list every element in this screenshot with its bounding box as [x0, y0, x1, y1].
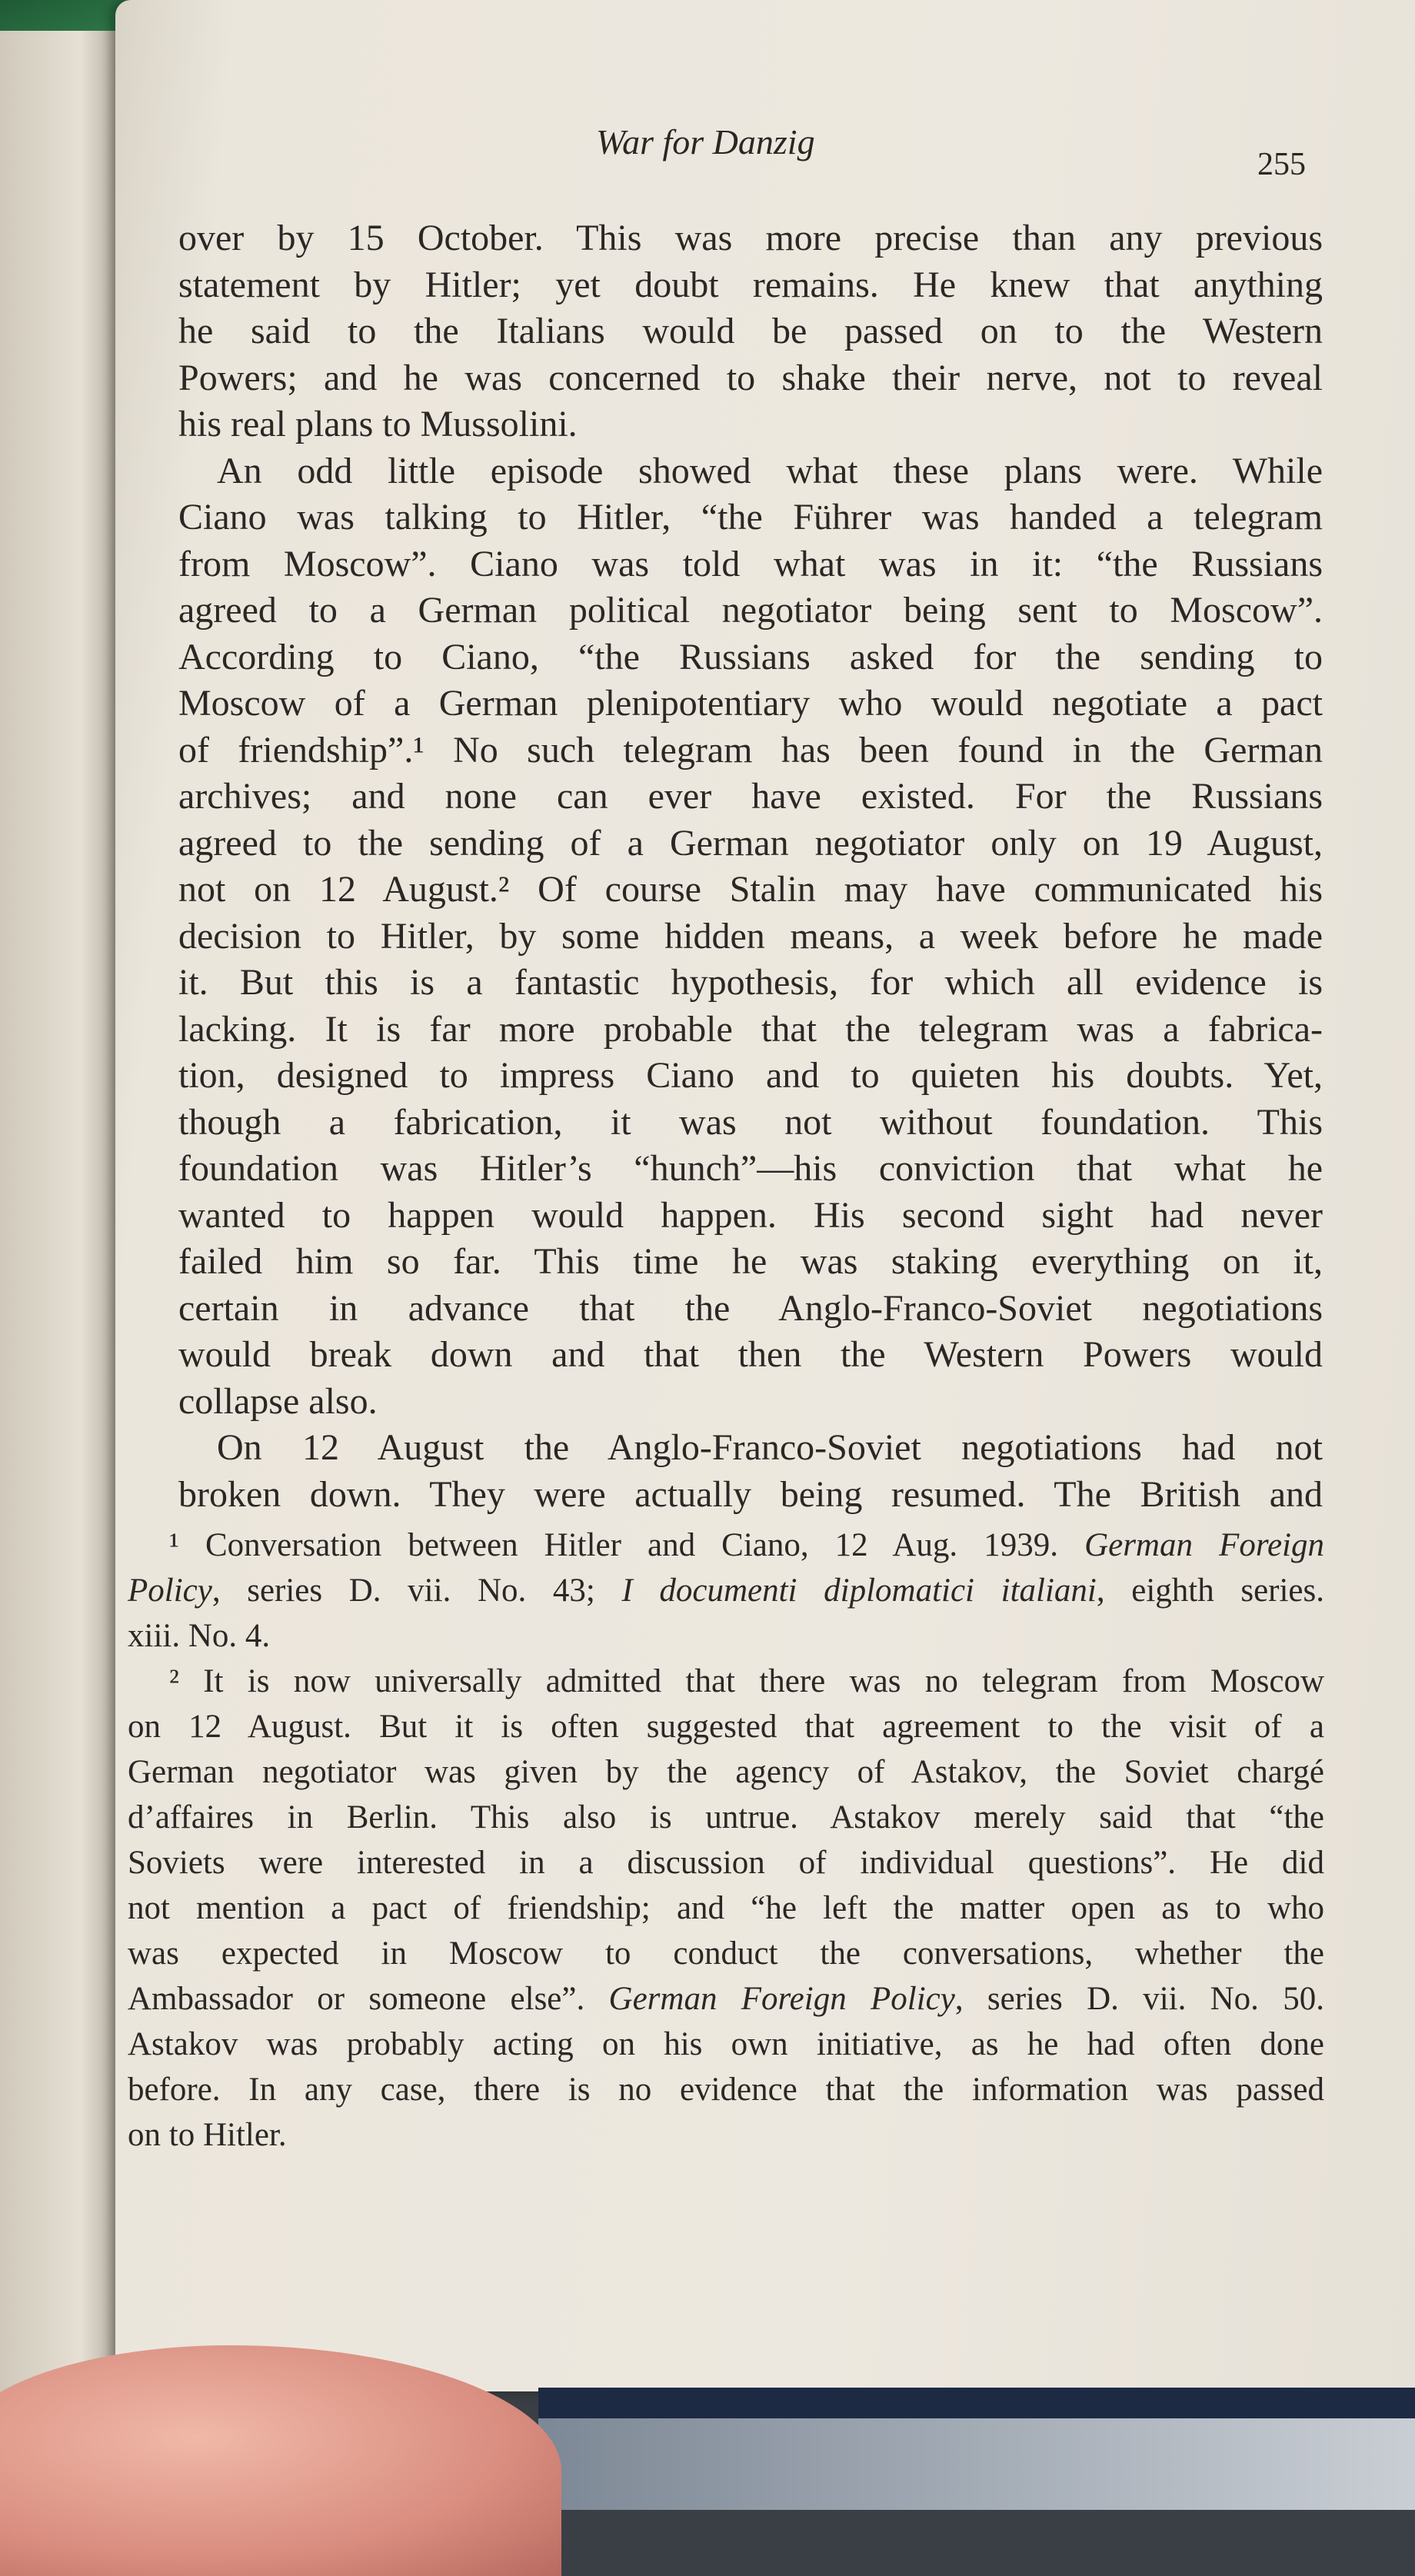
footnote-line — [128, 1799, 1324, 1837]
body-line: failed him so far. This time he was staking everything on it, — [178, 1241, 1323, 1282]
footnote-text: , eighth series. — [1096, 1573, 1324, 1609]
footnote-text: on 12 August. But it is often suggested that agreement to the visit of a — [128, 1709, 1324, 1745]
body-line: agreed to the sending of a German negotiator only on 19 August, — [178, 822, 1323, 864]
italic-citation: German Foreign Policy — [608, 1981, 955, 2017]
footnote-text: xiii. No. 4. — [128, 1618, 271, 1654]
footnote-line — [128, 2116, 1324, 2155]
book-cover-edge — [538, 2388, 1415, 2418]
body-line: would break down and that then the Western Powers would — [178, 1334, 1323, 1375]
footnote-line — [128, 1844, 1324, 1882]
footnote-text: German negotiator was given by the agency of Astakov, the Soviet chargé — [128, 1754, 1324, 1790]
footnote-line — [128, 1662, 1324, 1701]
italic-citation: German Foreign — [1084, 1527, 1324, 1563]
body-line: from Moscow”. Ciano was told what was in it: “the Russians — [178, 543, 1323, 584]
body-line: though a fabrication, it was not without foundation. This — [178, 1101, 1323, 1143]
footnote-line — [128, 1889, 1324, 1928]
body-line: foundation was Hitler’s “hunch”—his conviction that what he — [178, 1148, 1323, 1189]
footnote-line — [128, 1572, 1324, 1610]
body-line: lacking. It is far more probable that the telegram was a fabrica- — [178, 1008, 1323, 1050]
body-line: broken down. They were actually being resumed. The British and — [178, 1473, 1323, 1515]
italic-citation: Policy — [128, 1573, 212, 1609]
body-line: Moscow of a German plenipotentiary who would negotiate a pact — [178, 683, 1323, 724]
body-line: certain in advance that the Anglo-Franco-Soviet negotiations — [178, 1287, 1323, 1329]
body-line: his real plans to Mussolini. — [178, 404, 578, 444]
background-surface — [538, 2418, 1415, 2510]
footnote-text: on to Hitler. — [128, 2117, 287, 2153]
footnote-line — [128, 1980, 1324, 2019]
footnote-text: Ambassador or someone else”. — [128, 1981, 609, 2017]
footnote-line — [128, 1935, 1324, 1973]
body-line: According to Ciano, “the Russians asked for the sending to — [178, 636, 1323, 677]
footnote-line — [128, 2025, 1324, 2064]
footnote-line — [128, 1753, 1324, 1792]
body-line: tion, designed to impress Ciano and to quieten his doubts. Yet, — [178, 1055, 1323, 1096]
footnote-text: was expected in Moscow to conduct the conversations, whether the — [128, 1935, 1324, 1972]
footnote-text: d’affaires in Berlin. This also is untrue. Astakov merely said that “the — [128, 1799, 1324, 1835]
running-head: War for Danzig — [596, 122, 815, 161]
body-line: of friendship”.¹ No such telegram has been found in the German — [178, 729, 1323, 770]
footnote-line — [128, 2071, 1324, 2109]
body-line: Ciano was talking to Hitler, “the Führer was handed a telegram — [178, 497, 1323, 537]
facing-page-edge — [0, 31, 115, 2415]
footnote-text: before. In any case, there is no evidence that the information was passed — [128, 2072, 1324, 2108]
body-line: wanted to happen would happen. His second sight had never — [178, 1194, 1323, 1236]
body-line: not on 12 August.² Of course Stalin may have communicated his — [178, 869, 1323, 910]
footnote-line — [128, 1708, 1324, 1746]
body-line: An odd little episode showed what these plans were. While — [217, 450, 1323, 491]
body-line: statement by Hitler; yet doubt remains. He knew that anything — [178, 264, 1323, 305]
body-line: archives; and none can ever have existed. For the Russians — [178, 776, 1323, 817]
footnote-line — [128, 1617, 1324, 1656]
body-line: agreed to a German political negotiator being sent to Moscow”. — [178, 590, 1323, 631]
footnote-text: ² It is now universally admitted that there was no telegram from Moscow — [169, 1663, 1324, 1699]
body-line: Powers; and he was concerned to shake their nerve, not to reveal — [178, 357, 1323, 398]
body-line: decision to Hitler, by some hidden means, a week before he made — [178, 915, 1323, 957]
footnote-text: , series D. vii. No. 43; — [211, 1573, 622, 1609]
footnote-text: Soviets were interested in a discussion of individual questions”. He did — [128, 1845, 1324, 1881]
footnote-text: Astakov was probably acting on his own initiative, as he had often done — [128, 2026, 1324, 2062]
body-line: it. But this is a fantastic hypothesis, for which all evidence is — [178, 962, 1323, 1003]
footnote-text: ¹ Conversation between Hitler and Ciano, 12 Aug. 1939. — [169, 1527, 1085, 1563]
italic-citation: I documenti diplomatici italiani — [621, 1573, 1097, 1609]
body-line: collapse also. — [178, 1380, 378, 1422]
body-line: On 12 August the Anglo-Franco-Soviet negotiations had not — [217, 1427, 1323, 1468]
footnote-line — [128, 1526, 1324, 1565]
body-line: over by 15 October. This was more precise than any previous — [178, 218, 1323, 258]
footnote-text: not mention a pact of friendship; and “he left the matter open as to who — [128, 1890, 1324, 1926]
page-number: 255 — [1257, 147, 1306, 182]
footnote-text: , series D. vii. No. 50. — [954, 1981, 1324, 2017]
body-line: he said to the Italians would be passed on to the Western — [178, 311, 1323, 351]
